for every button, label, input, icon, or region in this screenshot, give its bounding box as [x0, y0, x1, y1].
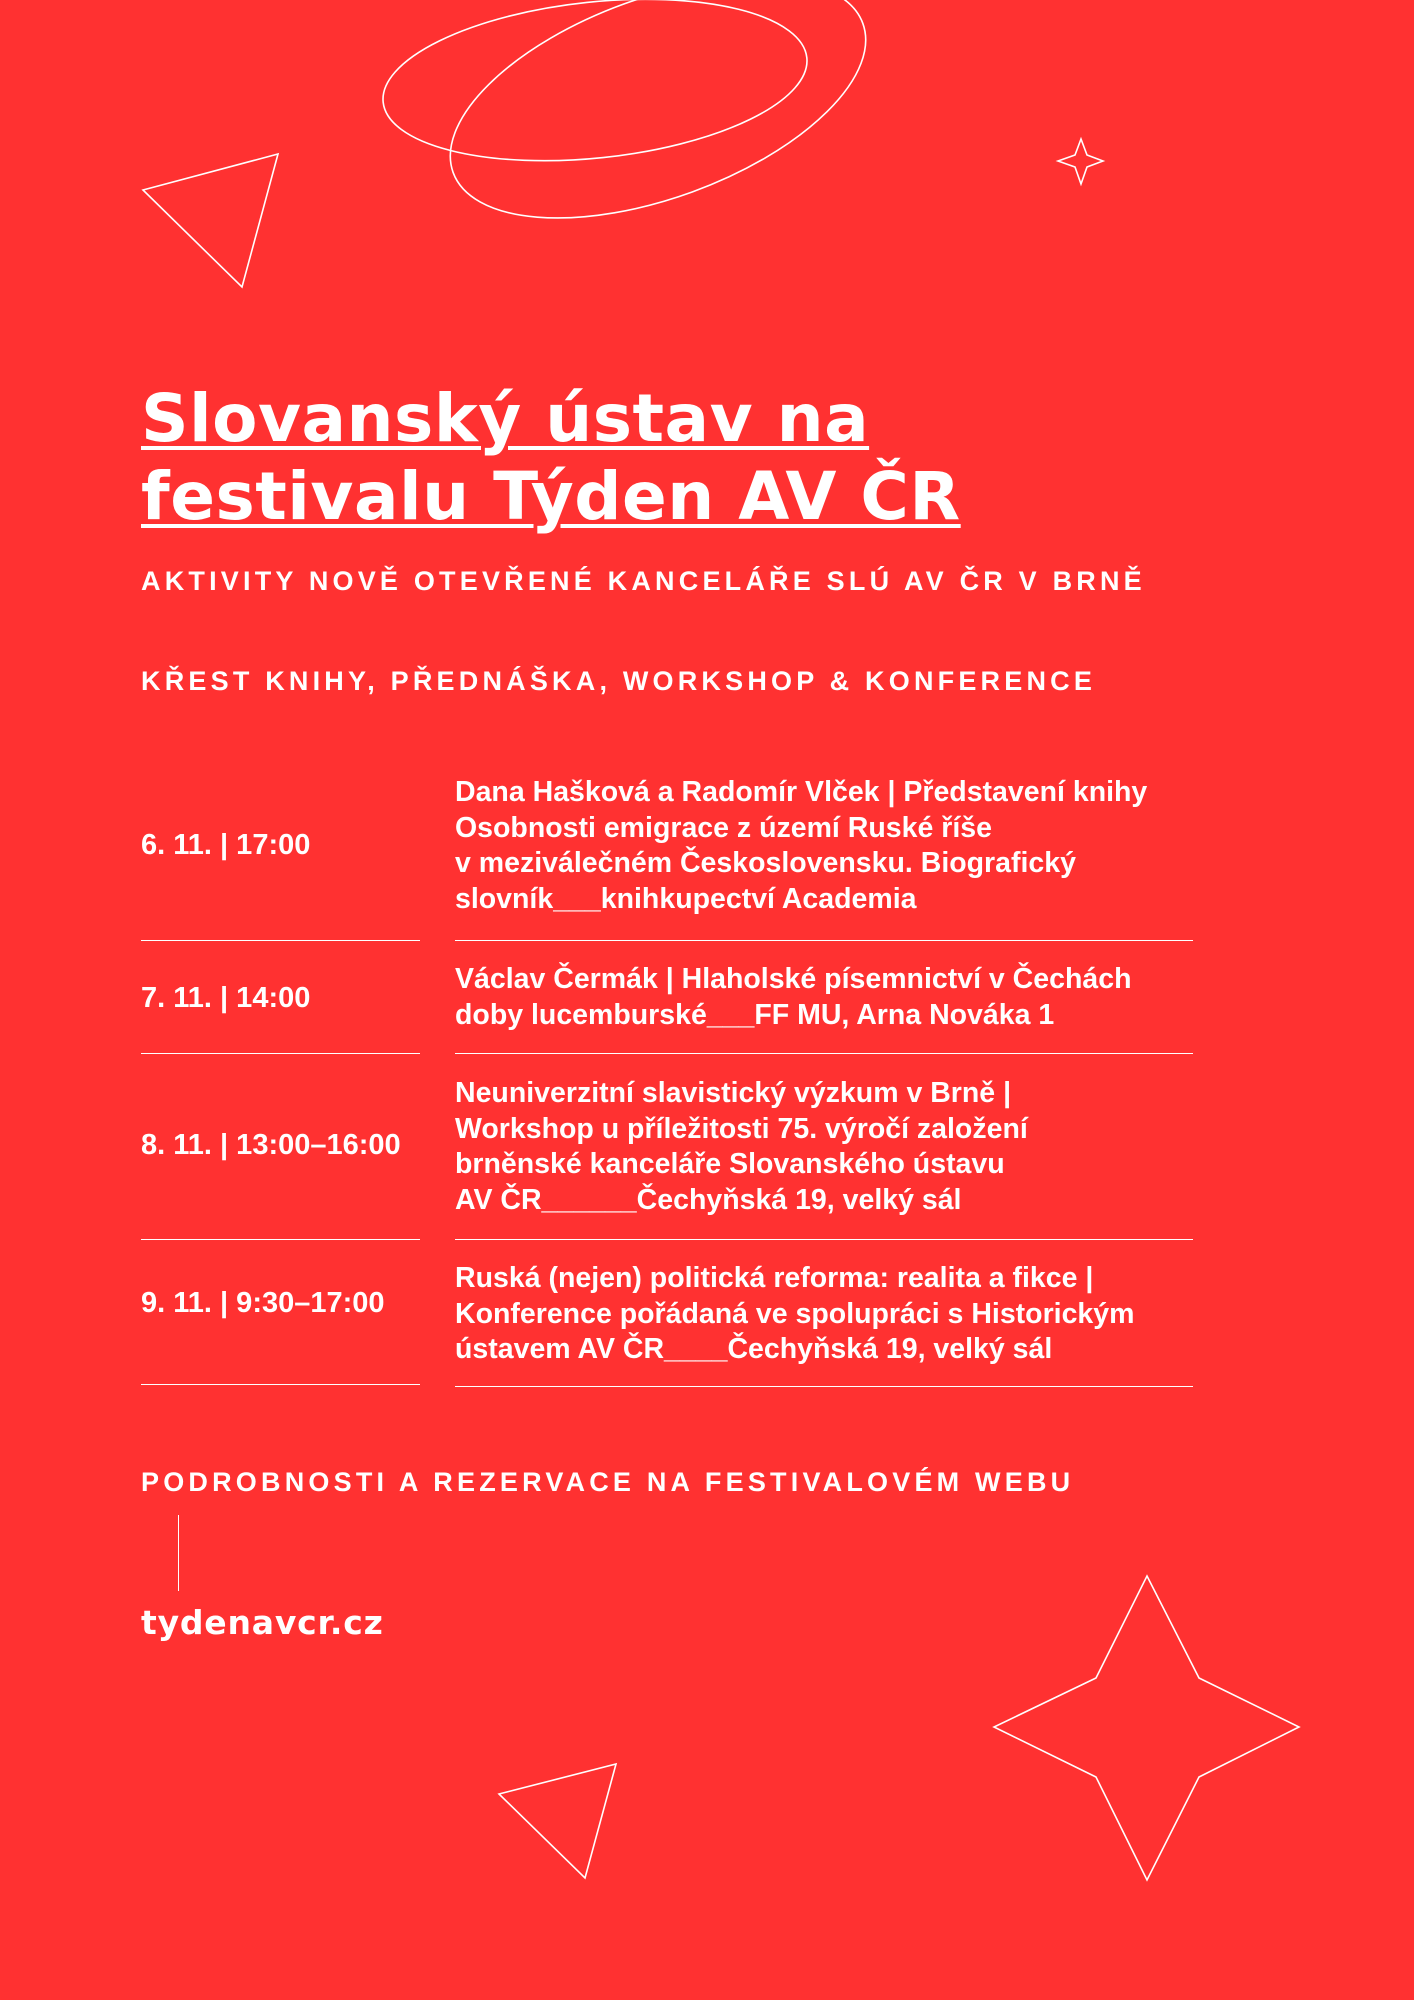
- title-line: festivalu Týden AV ČR: [141, 458, 961, 535]
- divider: [455, 1386, 1193, 1387]
- event-description: [455, 962, 1195, 1033]
- triangle-outline-icon: [499, 1764, 616, 1878]
- event-date: 7. 11. | 14:00: [141, 982, 311, 1014]
- divider: [455, 1053, 1193, 1054]
- event-line: v meziválečném Československu. Biografický: [455, 847, 1076, 879]
- event-line: Dana Hašková a Radomír Vlček | Představení knihy: [455, 776, 1148, 808]
- ellipse-outline-icon: [375, 0, 815, 180]
- triangle-outline-icon: [143, 154, 278, 287]
- event-line: Neuniverzitní slavistický výzkum v Brně |: [455, 1077, 1012, 1109]
- event-date: 8. 11. | 13:00–16:00: [141, 1129, 401, 1161]
- four-point-star-icon: [994, 1576, 1299, 1880]
- divider: [455, 1239, 1193, 1240]
- divider: [141, 1053, 420, 1054]
- details-note: PODROBNOSTI A REZERVACE NA FESTIVALOVÉM WEBU: [141, 1467, 1075, 1497]
- divider: [455, 940, 1193, 941]
- event-line: slovník___knihkupectví Academia: [455, 882, 917, 915]
- event-line: ústavem AV ČR____Čechyňská 19, velký sál: [455, 1333, 1053, 1365]
- event-line: Václav Čermák | Hlaholské písemnictví v Čechách: [455, 963, 1132, 995]
- event-line: doby lucemburské___FF MU, Arna Nováka 1: [455, 998, 1055, 1031]
- event-line: AV ČR______Čechyňská 19, velký sál: [455, 1183, 962, 1216]
- four-point-star-icon: [1058, 139, 1103, 184]
- event-line: Konference pořádaná ve spolupráci s Historickým: [455, 1297, 1135, 1330]
- ellipse-outline-icon: [419, 0, 897, 267]
- event-date: 6. 11. | 17:00: [141, 829, 311, 861]
- title-line: Slovanský ústav na: [141, 380, 870, 457]
- vertical-divider: [178, 1515, 179, 1591]
- event-line: Osobnosti emigrace z území Ruské říše: [455, 811, 992, 844]
- subtitle-activities: AKTIVITY NOVĚ OTEVŘENÉ KANCELÁŘE SLÚ AV ČR V BRNĚ: [141, 566, 1146, 596]
- event-description: [455, 1261, 1195, 1368]
- subtitle-program: KŘEST KNIHY, PŘEDNÁŠKA, WORKSHOP & KONFERENCE: [141, 666, 1097, 696]
- divider: [141, 1384, 420, 1385]
- divider: [141, 940, 420, 941]
- divider: [141, 1239, 420, 1240]
- poster-title: [141, 380, 1291, 536]
- event-date: 9. 11. | 9:30–17:00: [141, 1287, 385, 1319]
- event-line: Workshop u příležitosti 75. výročí založení: [455, 1112, 1028, 1145]
- event-line: Ruská (nejen) politická reforma: realita a fikce |: [455, 1262, 1094, 1294]
- website-link[interactable]: tydenavcr.cz: [141, 1603, 384, 1642]
- event-description: [455, 1076, 1195, 1218]
- event-description: [455, 775, 1195, 917]
- event-line: brněnské kanceláře Slovanského ústavu: [455, 1148, 1005, 1180]
